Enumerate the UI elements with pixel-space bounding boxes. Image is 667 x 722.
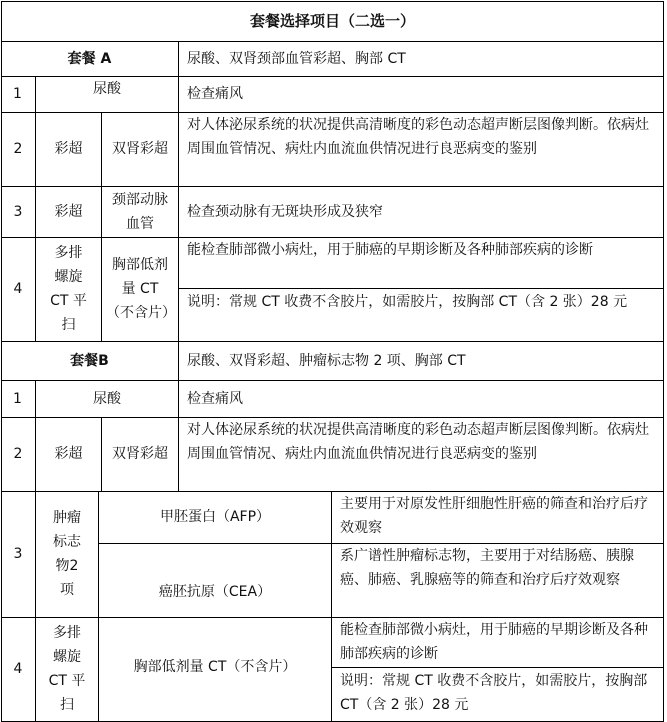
item-description: 对人体泌尿系统的状况提供高清晰度的彩色动态超声断层图像判断。依病灶周围血管情况、病灶内血流血供情况进行良恶病变的鉴别: [187, 117, 649, 157]
marker-description: 系广谱性肿瘤标志物，主要用于对结肠癌、胰腺癌、肺癌、乳腺癌等的筛查和治疗后疗效观察: [340, 548, 634, 588]
marker-name: 癌胚抗原（CEA）: [158, 583, 272, 600]
row-number: 3: [13, 203, 23, 220]
item-name: 尿酸: [93, 390, 121, 407]
item-sub: 双肾彩超: [112, 141, 168, 157]
item-sub: 胸部低剂量 CT（不含片）: [133, 659, 297, 675]
row-number: 4: [13, 281, 23, 297]
item-name: 彩超: [54, 203, 83, 220]
package-a-name: 套餐 A: [67, 50, 112, 67]
item-name: 尿酸: [93, 81, 121, 97]
marker-description: 主要用于对原发性肝细胞性肝癌的筛查和治疗后疗效观察: [340, 496, 648, 536]
package-b-name: 套餐B: [70, 352, 109, 369]
item-name: 彩超: [54, 141, 83, 157]
item-description: 检查颈动脉有无斑块形成及狭窄: [187, 203, 383, 220]
item-sub: 胸部低剂量 CT （不含片）: [106, 257, 176, 321]
item-sub: 颈部动脉血管: [112, 191, 168, 232]
table-title: 套餐选择项目（二选一）: [249, 12, 415, 30]
item-description: 能检查肺部微小病灶，用于肺癌的早期诊断及各种肺部疾病的诊断: [187, 242, 593, 258]
package-b-summary: 尿酸、双肾彩超、肿瘤标志物 2 项、胸部 CT: [187, 352, 466, 369]
item-name: 肿瘤标志物2项: [53, 510, 81, 598]
item-description: 能检查肺部微小病灶，用于肺癌的早期诊断及各种肺部疾病的诊断: [340, 622, 648, 662]
item-description: 对人体泌尿系统的状况提供高清晰度的彩色动态超声断层图像判断。依病灶周围血管情况、病灶内血流血供情况进行良恶病变的鉴别: [187, 422, 649, 462]
item-sub: 双肾彩超: [112, 446, 168, 462]
row-number: 1: [13, 86, 22, 102]
item-name: 多排螺旋CT 平扫: [50, 245, 87, 333]
row-number: 4: [13, 661, 23, 677]
marker-name: 甲胚蛋白（AFP）: [159, 509, 271, 525]
row-number: 1: [13, 390, 22, 407]
item-note: 说明：常规 CT 收费不含胶片，如需胶片，按胸部 CT（含 2 张）28 元: [340, 673, 648, 713]
item-description: 检查痛风: [187, 390, 243, 407]
item-name: 彩超: [54, 446, 83, 462]
row-number: 2: [13, 446, 23, 462]
row-number: 2: [13, 141, 23, 157]
item-description: 检查痛风: [187, 86, 243, 102]
row-number: 3: [13, 546, 23, 562]
package-a-summary: 尿酸、双肾颈部血管彩超、胸部 CT: [187, 50, 406, 67]
item-name: 多排螺旋CT 平扫: [48, 625, 86, 713]
item-note: 说明：常规 CT 收费不含胶片，如需胶片，按胸部 CT（含 2 张）28 元: [187, 294, 628, 310]
